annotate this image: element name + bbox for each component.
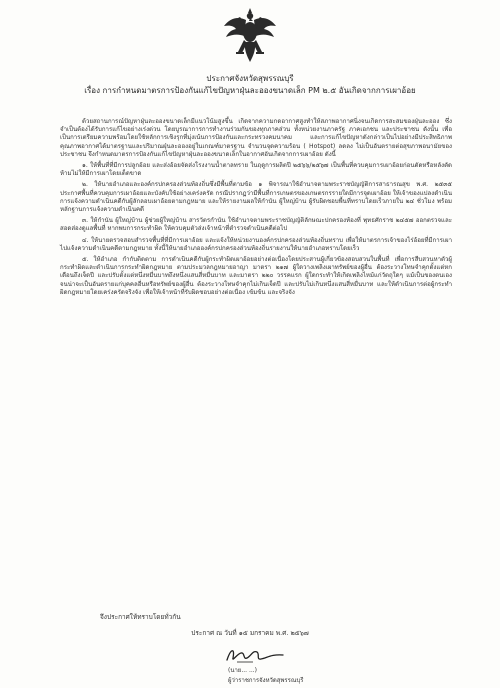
announcement-date: ประกาศ ณ วันที่ ๑๕ มกราคม พ.ศ. ๒๕๖๗ [191,629,309,637]
signer-name: (นาย... ...) [228,667,258,674]
measure-5-paragraph: ๕. ให้อำเภอ กำกับติดตาม การดำเนินคดีกับผู้กระทำผิดเผาอ้อยอย่างต่อเนื่องโดยประสานผู้เกี่ยวข้องสอบสวนในพื้นที่ เพื่อการสืบสวนหาตัวผู้กระทำผิดและดำเนินการกระทำผิดกฎหมาย ตามประมวลกฎหมายอาญา มาตรา ๒๑๗ ผู้ใดวางเพลิงเผาทรัพย์ของผู้อื่น ต้องระวางโทษจำคุกตั้งแต่หกเดือนถึงเจ็ดปี และปรับตั้งแต่หนึ่งหมื่นบาทถึงหนึ่งแสนสี่หมื่นบาท และมาตรา ๒๒๐ วรรคแรก ผู้ใดกระทำให้เกิดเพลิงไหม้แก่วัตถุใดๆ แม้เป็นของตนเอง จนน่าจะเป็นอันตรายแก่บุคคลอื่นหรือทรัพย์ของผู้อื่น ต้องระวางโทษจำคุกไม่เกินเจ็ดปี และปรับไม่เกินหนึ่งแสนสี่หมื่นบาท และให้ดำเนินการต่อผู้กระทำผิดกฎหมายโดยเคร่งครัดจริงจัง เพื่อให้เจ้าหน้าที่รับผิดชอบอย่างต่อเนื่อง เข้มข้น และจริงจัง [60,256,452,296]
handwritten-signature-icon [223,644,287,666]
document-title: ประกาศจังหวัดสุพรรณบุรี [206,74,294,83]
intro-paragraph: ด้วยสถานการณ์ปัญหาฝุ่นละอองขนาดเล็กมีแนวโน้มสูงขึ้น เกิดจากความกดอากาศสูงทำให้สภาพอากาศนิ่งจนเกิดการสะสมของฝุ่นละออง ซึ่งจำเป็นต้องได้รับการแก้ไขอย่างเร่งด่วน โดยบูรณาการการทำงานร่วมกันของทุกภาคส่วน ทั้งหน่วยงานภาครัฐ ภาคเอกชน และประชาชน ดังนั้น เพื่อเป็นการเตรียมความพร้อมโดยใช้หลักการเชิงรุกที่มุ่งเน้นการป้องกันและกระทรวงคมนาคม และการแก้ไขปัญหาดังกล่าวเป็นไปอย่างมีประสิทธิภาพ คุณภาพอากาศได้มาตรฐานและปริมาณฝุ่นละอองอยู่ในเกณฑ์มาตรฐาน จำนวนจุดความร้อน ( Hotspot) ลดลง ไม่เป็นอันตรายต่อสุขภาพอนามัยของประชาชน จึงกำหนดมาตรการป้องกันแก้ไขปัญหาฝุ่นละอองขนาดเล็กในอากาศอันเกิดจากการเผาอ้อย ดังนี้ [60,118,452,158]
document-body [60,118,452,300]
measure-4-paragraph: ๔. ให้นายตรวจสอบสำรวจพื้นที่ที่มีการเผาอ้อย และแจ้งให้หน่วยงานองค์กรปกครองส่วนท้องถิ่นทราบ เพื่อให้มาตรการเจ้าของไร่อ้อยที่มีการเผาไปแจ้งความดำเนินคดีตามกฎหมาย ทั้งนี้ให้นายอำเภอองค์กรปกครองส่วนท้องถิ่นรายงานให้นายอำเภอทราบโดยเร็ว [60,236,452,252]
closing-line: จึงประกาศให้ทราบโดยทั่วกัน [100,613,181,621]
signer-position: ผู้ว่าราชการจังหวัดสุพรรณบุรี [228,677,304,684]
measure-1-paragraph: ๑. ให้พื้นที่ที่มีการปลูกอ้อย และส่งอ้อยจัดส่งโรงงานน้ำตาลทราย ในฤดูการผลิตปี ๒๕๖๖/๒๕๖๗ เป็นพื้นที่ควบคุมการเผาอ้อยก่อนตัดหรือหลังตัด ห้ามไม่ให้มีการเผาโดยเด็ดขาด [60,162,452,178]
garuda-emblem-icon [222,6,278,64]
document-subject: เรื่อง การกำหนดมาตรการป้องกันแก้ไขปัญหาฝุ่นละอองขนาดเล็ก PM ๒.๕ อันเกิดจากการเผาอ้อย [84,86,416,95]
measure-2-paragraph: ๒. ให้นายอำเภอและองค์กรปกครองส่วนท้องถิ่นซึ่งมีพื้นที่ตามข้อ ๑ พิจารณาใช้อำนาจตามพระราชบัญญัติการสาธารณสุข พ.ศ. ๒๕๓๕ ประกาศพื้นที่ควบคุมการเผาอ้อยและบังคับใช้อย่างเคร่งครัด กรณีปรากฏว่ามีพื้นที่การเกษตรของเกษตรกรรายใดมีการจุดเผาอ้อย ให้เจ้าของแปลงดำเนินการแจ้งความดำเนินคดีกับผู้ลักลอบเผาอ้อยตามกฎหมาย และให้รายงานผลให้กำนัน ผู้ใหญ่บ้าน ผู้รับผิดชอบพื้นที่ทราบโดยเร็วภายใน ๒๔ ชั่วโมง พร้อมหลักฐานการแจ้งความดำเนินคดี [60,181,452,214]
measure-3-paragraph: ๓. ให้กำนัน ผู้ใหญ่บ้าน ผู้ช่วยผู้ใหญ่บ้าน สารวัตรกำนัน ใช้อำนาจตามพระราชบัญญัติลักษณะปกครองท้องที่ พุทธศักราช ๒๔๕๗ ออกตรวจและสอดส่องดูแลพื้นที่ หากพบการกระทำผิด ให้ควบคุมตัวส่งเจ้าหน้าที่ตำรวจดำเนินคดีต่อไป [60,217,452,233]
